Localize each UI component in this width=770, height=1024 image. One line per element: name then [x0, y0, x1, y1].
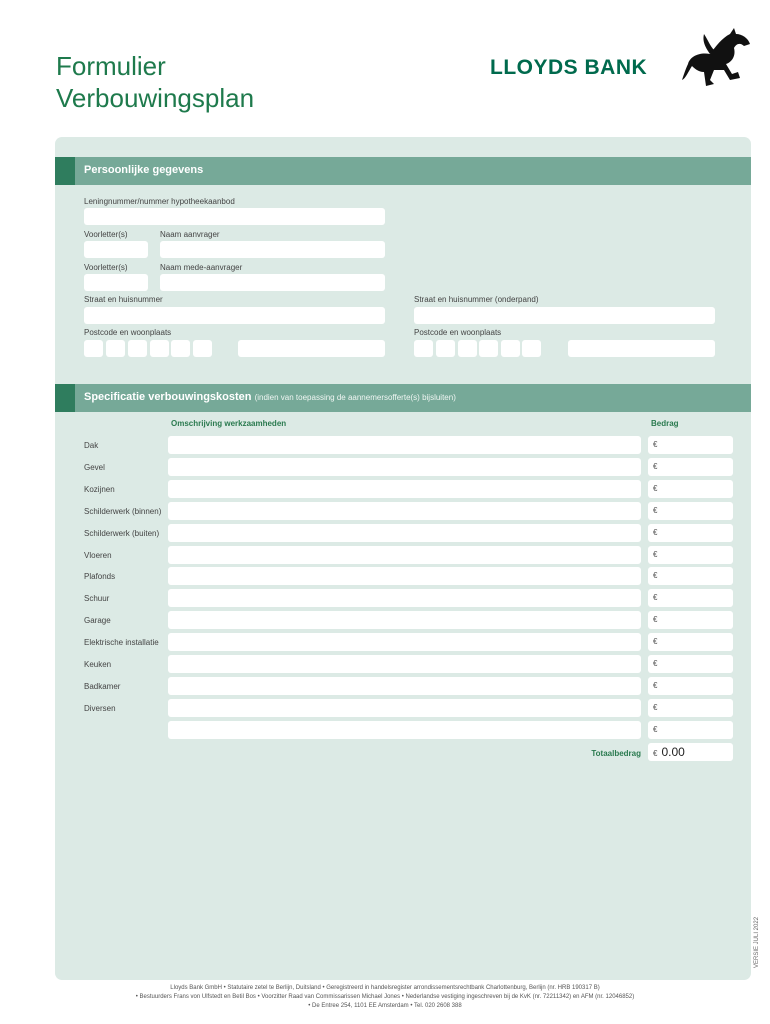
form-title-line1: Formulier: [56, 51, 166, 81]
personal-section-bar: [55, 157, 751, 185]
cost-amount-field[interactable]: [648, 567, 733, 585]
cost-amount-field[interactable]: [648, 546, 733, 564]
cost-description-field[interactable]: [168, 699, 641, 717]
cost-description-field[interactable]: [168, 611, 641, 629]
currency-symbol: €: [653, 659, 658, 668]
postcode-collateral-digit-box[interactable]: [458, 340, 477, 357]
cost-amount-field[interactable]: [648, 589, 733, 607]
postcode-digit-box[interactable]: [128, 340, 147, 357]
cost-amount-field[interactable]: [648, 502, 733, 520]
total-label: Totaalbedrag: [591, 749, 641, 758]
cost-row-label: Schuur: [84, 594, 110, 603]
cost-row-label: Gevel: [84, 463, 105, 472]
cost-amount-field[interactable]: [648, 655, 733, 673]
currency-symbol: €: [653, 528, 658, 537]
postcode-collateral-letter-box[interactable]: [522, 340, 541, 357]
currency-symbol: €: [653, 571, 658, 580]
cost-amount-field[interactable]: [648, 633, 733, 651]
postcode-label: Postcode en woonplaats: [84, 328, 172, 337]
cost-row-label: Badkamer: [84, 682, 121, 691]
applicant-name-label: Naam aanvrager: [160, 230, 220, 239]
amount-column-header: Bedrag: [651, 419, 679, 428]
street-label: Straat en huisnummer: [84, 295, 163, 304]
loan-number-field[interactable]: [84, 208, 385, 225]
loan-number-label: Leningnummer/nummer hypotheekaanbod: [84, 197, 235, 206]
description-column-header: Omschrijving werkzaamheden: [171, 419, 287, 428]
cost-description-field[interactable]: [168, 589, 641, 607]
cost-amount-field[interactable]: [648, 677, 733, 695]
currency-symbol: €: [653, 462, 658, 471]
currency-symbol: €: [653, 440, 658, 449]
total-amount-value: 0.00: [661, 745, 685, 759]
cost-amount-field[interactable]: [648, 480, 733, 498]
postcode-letter-box[interactable]: [171, 340, 190, 357]
cost-description-field[interactable]: [168, 524, 641, 542]
postcode-collateral-label: Postcode en woonplaats: [414, 328, 502, 337]
cost-row-label: Elektrische installatie: [84, 638, 159, 647]
section-accent: [55, 157, 75, 185]
cost-description-field[interactable]: [168, 502, 641, 520]
section-accent: [55, 384, 75, 412]
postcode-digit-box[interactable]: [84, 340, 103, 357]
cost-row-label: Kozijnen: [84, 485, 115, 494]
cost-row-label: Schilderwerk (buiten): [84, 529, 160, 538]
initials-field[interactable]: [84, 241, 148, 258]
cost-amount-field[interactable]: [648, 436, 733, 454]
coapplicant-name-field[interactable]: [160, 274, 385, 291]
cost-description-field[interactable]: [168, 480, 641, 498]
cost-description-field[interactable]: [168, 458, 641, 476]
cost-description-field[interactable]: [168, 546, 641, 564]
coapplicant-initials-field[interactable]: [84, 274, 148, 291]
currency-symbol: €: [653, 681, 658, 690]
cost-row-label: Diversen: [84, 704, 116, 713]
initials-label: Voorletter(s): [84, 230, 128, 239]
currency-symbol: €: [653, 550, 658, 559]
cost-amount-field[interactable]: [648, 458, 733, 476]
costs-heading-text: Specificatie verbouwingskosten: [84, 391, 252, 403]
currency-symbol: €: [653, 593, 658, 602]
total-amount-field[interactable]: [648, 743, 733, 761]
costs-section-bar: [55, 384, 751, 412]
postcode-collateral-digit-box[interactable]: [436, 340, 455, 357]
city-collateral-field[interactable]: [568, 340, 715, 357]
postcode-collateral-letter-box[interactable]: [501, 340, 520, 357]
footer-line: • Bestuurders Frans von Ulfstedt en Betil Bos • Voorzitter Raad van Commissarissen Michael Jones • Nederlandse vestiging ingeschreven bij de KvK (nr. 72211342) en AFM (nr. 12046852): [135, 994, 635, 1000]
currency-symbol: €: [653, 484, 658, 493]
postcode-digit-box[interactable]: [106, 340, 125, 357]
currency-symbol: €: [653, 725, 658, 734]
cost-row-label: Garage: [84, 616, 111, 625]
street-collateral-field[interactable]: [414, 307, 715, 324]
cost-description-field[interactable]: [168, 633, 641, 651]
cost-row-label: Dak: [84, 441, 99, 450]
form-title-line2: Verbouwingsplan: [56, 83, 255, 113]
city-field[interactable]: [238, 340, 385, 357]
footer-line: • De Entree 254, 1101 EE Amsterdam • Tel. 020 2608 388: [308, 1003, 462, 1009]
cost-amount-field[interactable]: [648, 611, 733, 629]
cost-row-label: Keuken: [84, 660, 112, 669]
currency-symbol: €: [653, 506, 658, 515]
currency-symbol: €: [653, 615, 658, 624]
cost-description-field[interactable]: [168, 677, 641, 695]
coapplicant-name-label: Naam mede-aanvrager: [160, 263, 243, 272]
footer: [0, 984, 770, 1011]
postcode-letter-box[interactable]: [193, 340, 212, 357]
brand-name: LLOYDS BANK: [490, 56, 648, 79]
postcode-collateral-digit-box[interactable]: [414, 340, 433, 357]
black-horse-icon: [680, 26, 752, 88]
footer-line: Lloyds Bank GmbH • Statutaire zetel te Berlijn, Duitsland • Geregistreerd in handelsregister arrondissementsrechtbank Charlottenburg, Berlijn (nr. HRB 190317 B): [170, 985, 600, 991]
cost-row-label: Schilderwerk (binnen): [84, 507, 162, 516]
applicant-name-field[interactable]: [160, 241, 385, 258]
form-title: [56, 50, 254, 114]
costs-section-heading: [84, 391, 456, 403]
street-collateral-label: Straat en huisnummer (onderpand): [414, 295, 539, 304]
currency-symbol: €: [653, 637, 658, 646]
cost-description-field[interactable]: [168, 567, 641, 585]
cost-amount-field[interactable]: [648, 524, 733, 542]
cost-description-field[interactable]: [168, 655, 641, 673]
personal-section-heading: Persoonlijke gegevens: [84, 164, 204, 176]
cost-description-field[interactable]: [168, 721, 641, 739]
street-field[interactable]: [84, 307, 385, 324]
cost-row-label: Vloeren: [84, 551, 112, 560]
currency-symbol: €: [653, 703, 658, 712]
cost-description-field[interactable]: [168, 436, 641, 454]
currency-symbol: €: [653, 749, 658, 758]
cost-amount-field[interactable]: [648, 721, 733, 739]
postcode-digit-box[interactable]: [150, 340, 169, 357]
cost-amount-field[interactable]: [648, 699, 733, 717]
costs-heading-note: (indien van toepassing de aannemersofferte(s) bijsluiten): [254, 393, 456, 402]
cost-row-label: Plafonds: [84, 572, 116, 581]
postcode-collateral-digit-box[interactable]: [479, 340, 498, 357]
version-label: VERSIE JULI 2022: [754, 916, 760, 968]
coapplicant-initials-label: Voorletter(s): [84, 263, 128, 272]
